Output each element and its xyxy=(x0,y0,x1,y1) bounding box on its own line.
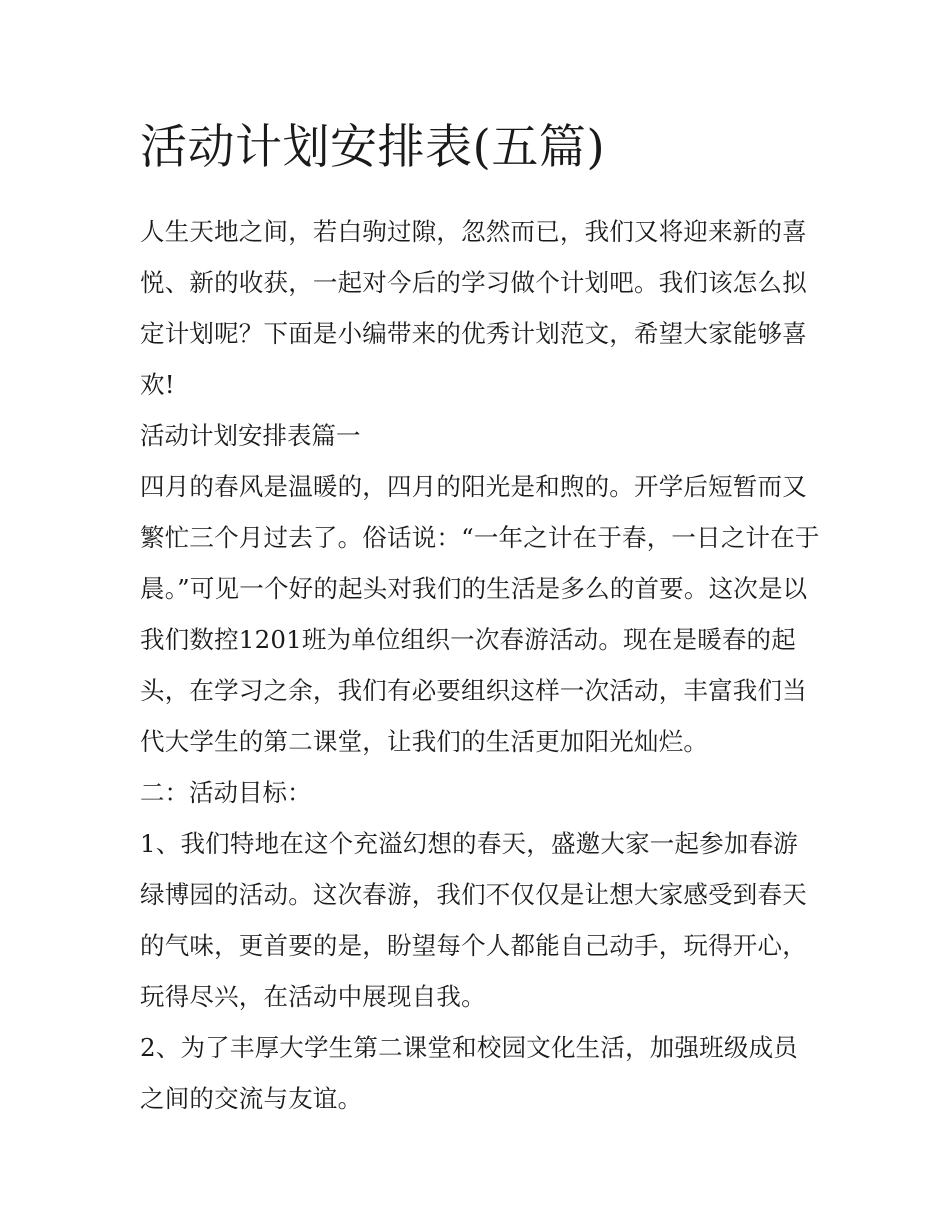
intro-paragraph: 人生天地之间，若白驹过隙，忽然而已，我们又将迎来新的喜悦、新的收获，一起对今后的学习做个计划吧。我们该怎么拟定计划呢？下面是小编带来的优秀计划范文，希望大家能够喜欢! xyxy=(140,217,807,399)
document-page xyxy=(140,118,820,1124)
section-body-paragraph: 四月的春风是温暖的，四月的阳光是和煦的。开学后短暂而又繁忙三个月过去了。俗话说：“一年之计在于春，一日之计在于晨。”可见一个好的起头对我们的生活是多么的首要。这次是以我们数控1201班为单位组织一次春游活动。现在是暖春的起头，在学习之余，我们有必要组织这样一次活动，丰富我们当代大学生的第二课堂，让我们的生活更加阳光灿烂。 xyxy=(140,472,820,756)
document-title: 活动计划安排表(五篇) xyxy=(140,120,606,175)
section-heading: 活动计划安排表篇一 xyxy=(140,421,361,450)
goal-2-paragraph: 2、为了丰厚大学生第二课堂和校园文化生活，加强班级成员之间的交流与友谊。 xyxy=(140,1033,798,1113)
goal-1-paragraph: 1、我们特地在这个充溢幻想的春天，盛邀大家一起参加春游绿博园的活动。这次春游，我们不仅仅是让想大家感受到春天的气味，更首要的是，盼望每个人都能自己动手，玩得开心，玩得尽兴，在活动中展现自我。 xyxy=(140,829,807,1011)
goals-heading: 二：活动目标： xyxy=(140,778,312,807)
